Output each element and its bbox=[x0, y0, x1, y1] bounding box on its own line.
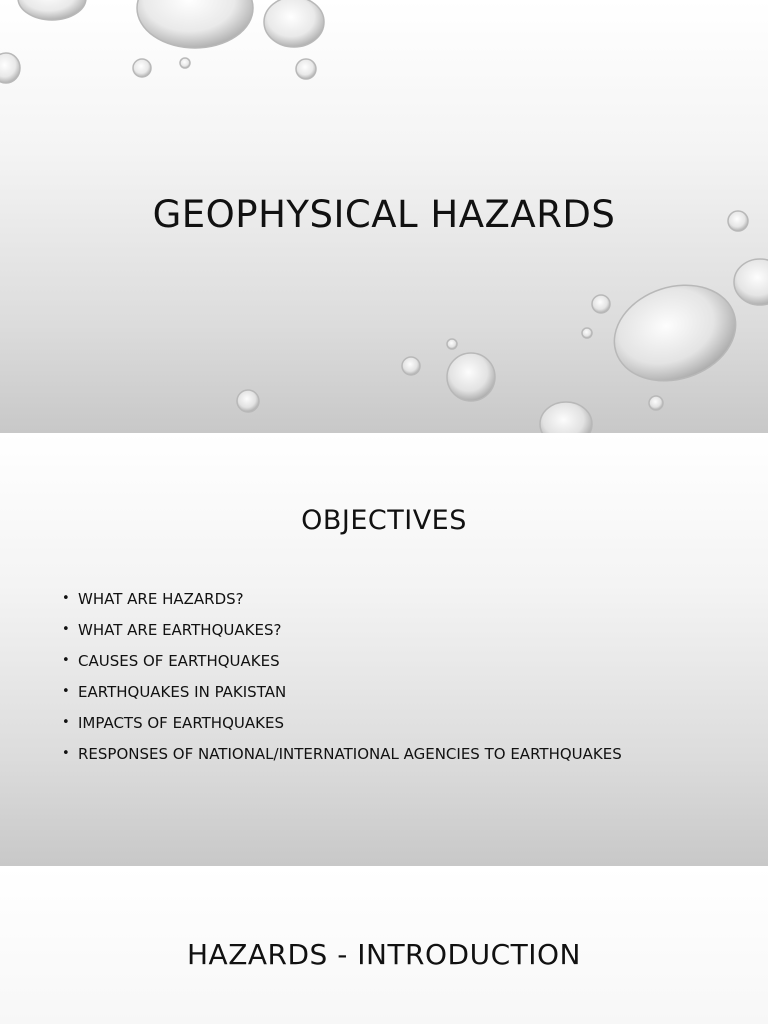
water-drop bbox=[180, 58, 190, 68]
slide-objectives bbox=[0, 433, 768, 866]
list-item bbox=[62, 713, 622, 744]
list-item-text: RESPONSES OF NATIONAL/INTERNATIONAL AGENCIES TO EARTHQUAKES bbox=[78, 745, 622, 763]
bullet-icon: • bbox=[62, 653, 70, 668]
list-item bbox=[62, 682, 622, 713]
list-item bbox=[62, 651, 622, 682]
list-item-text: EARTHQUAKES IN PAKISTAN bbox=[78, 683, 287, 701]
list-item-text: IMPACTS OF EARTHQUAKES bbox=[78, 714, 284, 732]
water-drop bbox=[447, 353, 495, 401]
water-drop bbox=[296, 59, 316, 79]
bullet-icon: • bbox=[62, 684, 70, 699]
bullet-icon: • bbox=[62, 622, 70, 637]
water-drop bbox=[602, 270, 748, 396]
water-drop bbox=[582, 328, 592, 338]
slide-title: OBJECTIVES bbox=[301, 505, 467, 536]
water-drop bbox=[447, 339, 457, 349]
bullet-icon: • bbox=[62, 715, 70, 730]
list-item-text: WHAT ARE HAZARDS? bbox=[78, 590, 244, 608]
water-drop bbox=[18, 0, 86, 20]
list-item-text: CAUSES OF EARTHQUAKES bbox=[78, 652, 280, 670]
bullet-icon: • bbox=[62, 746, 70, 761]
water-drop bbox=[0, 53, 20, 83]
slide-title: GEOPHYSICAL HAZARDS bbox=[152, 193, 616, 236]
list-item bbox=[62, 620, 622, 651]
water-drop bbox=[540, 402, 592, 433]
water-drop bbox=[137, 0, 253, 48]
water-drop bbox=[649, 396, 663, 410]
bullet-icon: • bbox=[62, 591, 70, 606]
slide-title-geophysical-hazards bbox=[0, 0, 768, 433]
objectives-list bbox=[62, 589, 622, 775]
slide-title: HAZARDS - INTRODUCTION bbox=[187, 938, 581, 971]
water-drop bbox=[133, 59, 151, 77]
slide-hazards-introduction bbox=[0, 866, 768, 1024]
water-drop bbox=[264, 0, 324, 47]
water-drop bbox=[237, 390, 259, 412]
list-item bbox=[62, 589, 622, 620]
water-drop bbox=[734, 259, 768, 305]
water-drop bbox=[592, 295, 610, 313]
water-drop bbox=[402, 357, 420, 375]
list-item bbox=[62, 744, 622, 775]
list-item-text: WHAT ARE EARTHQUAKES? bbox=[78, 621, 282, 639]
